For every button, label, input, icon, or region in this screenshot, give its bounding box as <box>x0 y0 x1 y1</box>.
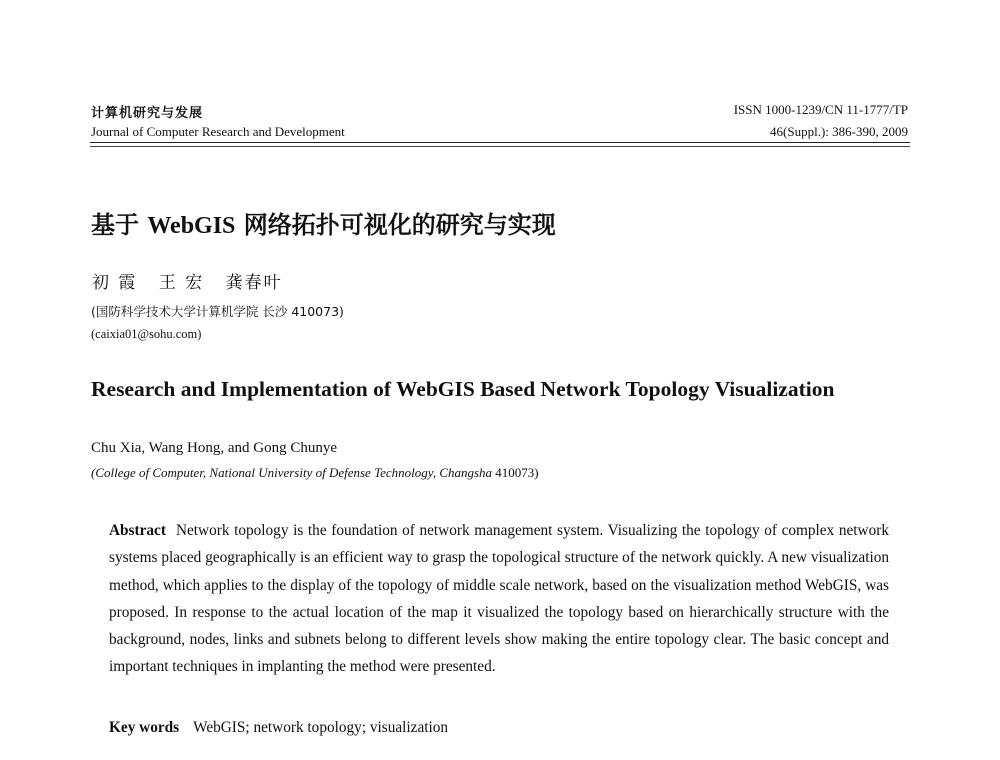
abstract-label: Abstract <box>109 522 166 539</box>
abstract-text: Network topology is the foundation of network management system. Visualizing the topology of complex network systems placed geographically is an efficient way to grasp the topological structure of the network quickly. A new visualization method, which applies to the display of the topology of middle scale network, based on the visualization method WebGIS, was proposed. In response to the actual location of the map it visualized the topology based on hierarchically structure with the background, nodes, links and subnets belong to different levels show making the entire topology clear. The basic concept and important techniques in implanting the method were presented. <box>109 522 889 676</box>
issn-line: ISSN 1000-1239/CN 11-1777/TP <box>733 102 908 117</box>
affiliation-cn: (国防科学技术大学计算机学院 长沙 410073) <box>91 304 344 319</box>
title-cn <box>91 205 556 240</box>
header-rule-thick <box>90 142 910 143</box>
authors-en: Chu Xia, Wang Hong, and Gong Chunye <box>91 440 337 456</box>
header-rule-thin <box>90 146 910 147</box>
journal-name-en: Journal of Computer Research and Development <box>91 124 345 139</box>
affiliation-en-text: (College of Computer, National University of Defense Technology, Changsha <box>91 465 493 480</box>
title-cn-prefix: 基于 <box>91 211 148 239</box>
keywords <box>109 719 448 737</box>
volume-pages: 46(Suppl.): 386-390, 2009 <box>770 124 908 139</box>
journal-name-cn: 计算机研究与发展 <box>91 106 204 121</box>
title-cn-latin: WebGIS <box>147 213 236 239</box>
title-cn-suffix: 网络拓扑可视化的研究与实现 <box>235 211 556 239</box>
author-cn: 初 霞 <box>92 273 138 293</box>
keywords-text: WebGIS; network topology; visualization <box>193 719 449 736</box>
affiliation-en <box>91 465 539 481</box>
author-cn: 龚春叶 <box>225 273 283 293</box>
keywords-label: Key words <box>109 719 180 736</box>
email: (caixia01@sohu.com) <box>91 327 202 341</box>
author-cn: 王 宏 <box>158 273 205 293</box>
authors-cn <box>92 268 297 293</box>
affiliation-en-code: 410073) <box>495 465 539 480</box>
title-en: Research and Implementation of WebGIS Based Network Topology Visualization <box>91 377 835 401</box>
abstract <box>109 517 889 681</box>
